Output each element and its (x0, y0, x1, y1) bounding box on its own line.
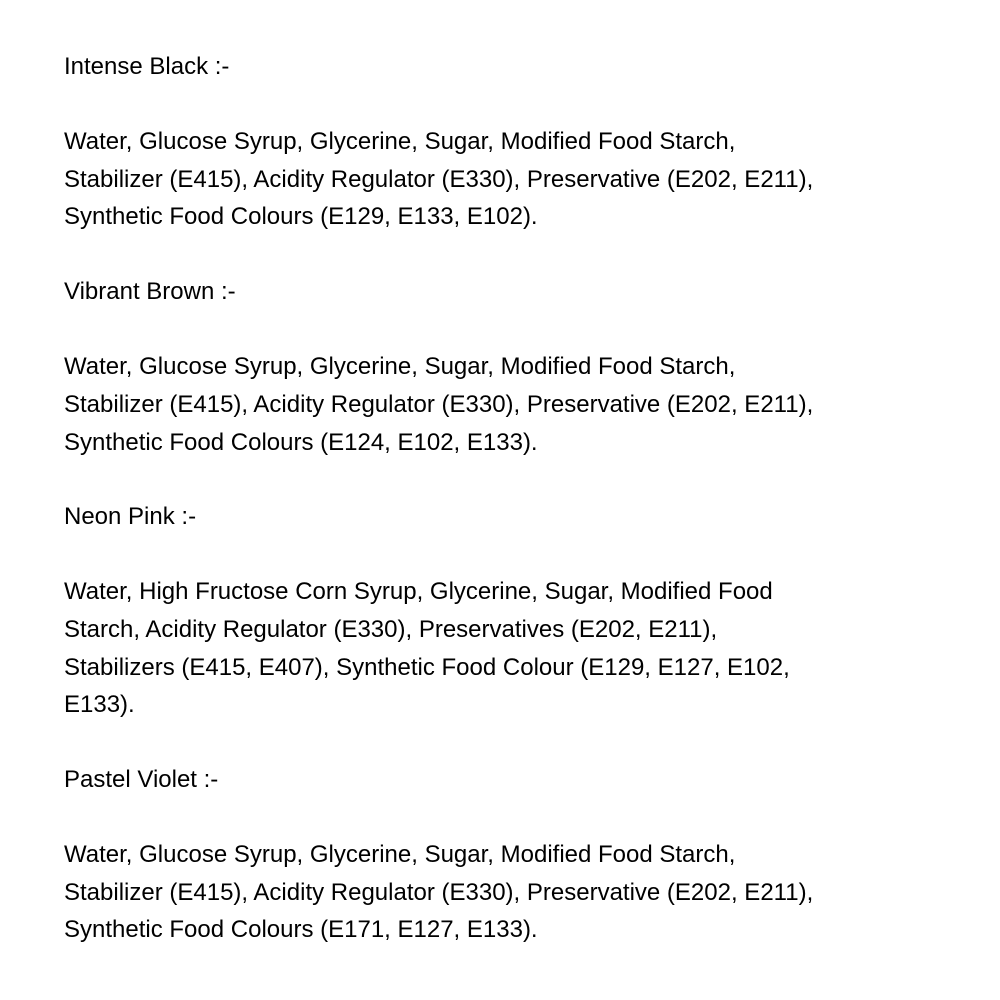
ingredients-line: Water, Glucose Syrup, Glycerine, Sugar, Modified Food Starch, (64, 353, 736, 381)
section-pastel-violet (64, 761, 964, 949)
section-vibrant-brown (64, 273, 964, 461)
ingredients-line: Water, Glucose Syrup, Glycerine, Sugar, Modified Food Starch, (64, 128, 736, 155)
ingredients-line: Stabilizer (E415), Acidity Regulator (E330), Preservative (E202, E211), (64, 878, 814, 906)
section-heading: Pastel Violet :- (64, 766, 219, 794)
section-heading: Vibrant Brown :- (64, 278, 236, 306)
ingredients-line: Stabilizers (E415, E407), Synthetic Food Colour (E129, E127, E102, (64, 653, 790, 681)
ingredients-line: Stabilizer (E415), Acidity Regulator (E330), Preservative (E202, E211), (64, 390, 814, 418)
ingredients-line: Starch, Acidity Regulator (E330), Preservatives (E202, E211), (64, 615, 718, 643)
ingredients-line: Water, High Fructose Corn Syrup, Glycerine, Sugar, Modified Food (64, 578, 773, 606)
ingredients-document (64, 48, 964, 986)
section-heading: Neon Pink :- (64, 503, 197, 531)
section-intense-black (64, 48, 964, 236)
section-neon-pink (64, 498, 964, 724)
ingredients-line: Synthetic Food Colours (E124, E102, E133). (64, 428, 538, 456)
ingredients-line: Synthetic Food Colours (E129, E133, E102). (64, 203, 538, 231)
ingredients-line: Stabilizer (E415), Acidity Regulator (E330), Preservative (E202, E211), (64, 165, 814, 193)
ingredients-line: E133). (64, 691, 135, 719)
ingredients-line: Water, Glucose Syrup, Glycerine, Sugar, Modified Food Starch, (64, 841, 736, 869)
ingredients-line: Synthetic Food Colours (E171, E127, E133). (64, 916, 538, 944)
section-heading: Intense Black :- (64, 53, 230, 80)
